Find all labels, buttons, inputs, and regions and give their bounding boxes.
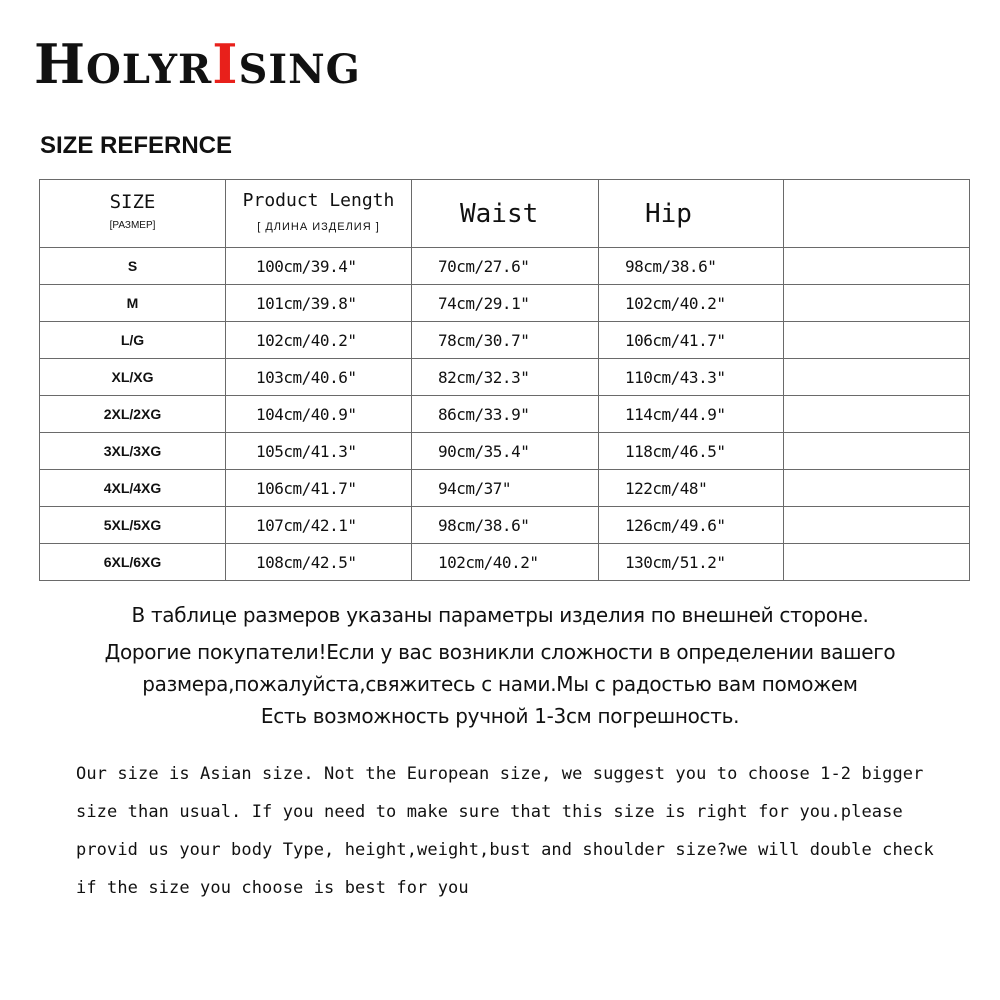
length-cell: 103cm/40.6" <box>226 359 412 396</box>
empty-cell <box>784 285 970 322</box>
russian-note-line: В таблице размеров указаны параметры изделия по внешней стороне. <box>131 603 869 627</box>
length-cell: 106cm/41.7" <box>226 470 412 507</box>
size-cell: S <box>40 248 226 285</box>
empty-cell <box>784 322 970 359</box>
header-length <box>226 180 412 248</box>
waist-cell: 78cm/30.7" <box>412 322 599 359</box>
logo-letter-i-red: I <box>212 32 239 96</box>
empty-cell <box>784 248 970 285</box>
hip-cell: 98cm/38.6" <box>599 248 784 285</box>
hip-cell: 114cm/44.9" <box>599 396 784 433</box>
header-hip: Hip <box>599 180 784 248</box>
russian-note-line: размера,пожалуйста,свяжитесь с нами.Мы с радостью вам поможем <box>142 672 858 696</box>
size-cell: 2XL/2XG <box>40 396 226 433</box>
table-row <box>40 507 970 544</box>
size-cell: XL/XG <box>40 359 226 396</box>
hip-cell: 126cm/49.6" <box>599 507 784 544</box>
length-cell: 100cm/39.4" <box>226 248 412 285</box>
waist-cell: 98cm/38.6" <box>412 507 599 544</box>
table-row <box>40 322 970 359</box>
table-header-row <box>40 180 970 248</box>
english-note: Our size is Asian size. Not the European size, we suggest you to choose 1-2 bigger size than usual. If you need to make sure that this size is right for you.please provid us your body Type, height,weight,bust and shoulder size?we will double check if the size you choose is best for you <box>76 764 934 898</box>
hip-cell: 122cm/48" <box>599 470 784 507</box>
length-cell: 102cm/40.2" <box>226 322 412 359</box>
length-cell: 105cm/41.3" <box>226 433 412 470</box>
size-cell: 4XL/4XG <box>40 470 226 507</box>
waist-cell: 94cm/37" <box>412 470 599 507</box>
empty-cell <box>784 359 970 396</box>
waist-cell: 90cm/35.4" <box>412 433 599 470</box>
waist-cell: 82cm/32.3" <box>412 359 599 396</box>
table-row <box>40 248 970 285</box>
waist-cell: 70cm/27.6" <box>412 248 599 285</box>
header-waist: Waist <box>412 180 599 248</box>
logo-letter-h: H <box>34 32 87 96</box>
size-reference-heading: SIZE REFERNCE <box>40 132 233 159</box>
table-row <box>40 433 970 470</box>
empty-cell <box>784 544 970 581</box>
empty-cell <box>784 396 970 433</box>
russian-note-line: Есть возможность ручной 1-3см погрешность. <box>260 704 740 728</box>
hip-cell: 110cm/43.3" <box>599 359 784 396</box>
logo-letters-sing: SING <box>238 46 361 93</box>
header-size-label: SIZE <box>109 190 156 213</box>
waist-cell: 102cm/40.2" <box>412 544 599 581</box>
header-length-sub: [ ДЛИНА ИЗДЕЛИЯ ] <box>257 220 380 233</box>
table-row <box>40 359 970 396</box>
size-table <box>39 179 970 581</box>
header-size <box>40 180 226 248</box>
hip-cell: 106cm/41.7" <box>599 322 784 359</box>
table-row <box>40 544 970 581</box>
table-row <box>40 396 970 433</box>
header-size-sub: [РАЗМЕР] <box>109 219 156 231</box>
empty-cell <box>784 470 970 507</box>
russian-note-line: Дорогие покупатели!Если у вас возникли сложности в определении вашего <box>104 640 896 664</box>
size-cell: M <box>40 285 226 322</box>
hip-cell: 102cm/40.2" <box>599 285 784 322</box>
size-cell: 5XL/5XG <box>40 507 226 544</box>
size-cell: 6XL/6XG <box>40 544 226 581</box>
length-cell: 107cm/42.1" <box>226 507 412 544</box>
hip-cell: 130cm/51.2" <box>599 544 784 581</box>
logo-letters-olyr: OLYR <box>86 46 213 93</box>
table-row <box>40 470 970 507</box>
size-cell: 3XL/3XG <box>40 433 226 470</box>
waist-cell: 74cm/29.1" <box>412 285 599 322</box>
waist-cell: 86cm/33.9" <box>412 396 599 433</box>
empty-cell <box>784 433 970 470</box>
brand-logo <box>34 32 361 96</box>
empty-cell <box>784 507 970 544</box>
header-length-label: Product Length <box>242 189 395 211</box>
hip-cell: 118cm/46.5" <box>599 433 784 470</box>
size-cell: L/G <box>40 322 226 359</box>
length-cell: 104cm/40.9" <box>226 396 412 433</box>
header-empty <box>784 180 970 248</box>
length-cell: 101cm/39.8" <box>226 285 412 322</box>
length-cell: 108cm/42.5" <box>226 544 412 581</box>
table-row <box>40 285 970 322</box>
